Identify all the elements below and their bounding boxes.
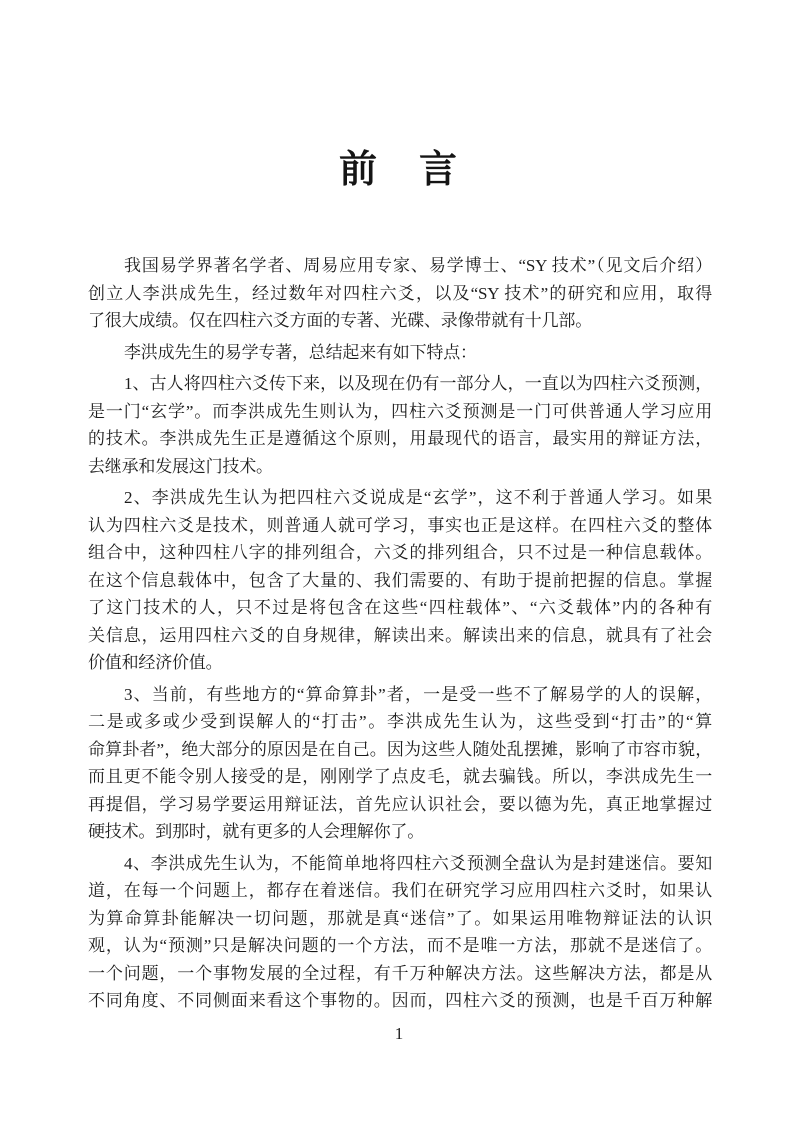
paragraph-intro	[88, 252, 712, 335]
text-line: 在这个信息载体中，包含了大量的、我们需要的、有助于提前把握的信息。掌握	[88, 570, 712, 590]
text-line: 2、李洪成先生认为把四柱六爻说成是“玄学”，这不利于普通人学习。如果	[124, 488, 712, 507]
text-line: 的技术。李洪成先生正是遵循这个原则，用最现代的语言，最实用的辩证方法，	[88, 429, 712, 448]
text-line: 3、当前，有些地方的“算命算卦”者，一是受一些不了解易学的人的误解，	[124, 684, 712, 704]
text-line: 一个问题，一个事物发展的全过程，有千万种解决方法。这些解决方法，都是从	[88, 963, 712, 983]
text-line: 命算卦者”，绝大部分的原因是在自己。因为这些人随处乱摆摊，影响了市容市貌，	[88, 739, 712, 759]
paragraph-point-2	[88, 484, 712, 677]
text-line: 硬技术。到那时，就有更多的人会理解你了。	[88, 822, 424, 841]
page-number: 1	[394, 1024, 404, 1043]
paragraph-point-1	[88, 370, 712, 480]
document-body	[88, 252, 712, 1019]
text-line: 了很大成绩。仅在四柱六爻方面的专著、光碟、录像带就有十几部。	[88, 311, 592, 330]
paragraph-features-lead	[88, 339, 712, 367]
text-line: 4、李洪成先生认为，不能简单地将四柱六爻预测全盘认为是封建迷信。要知	[124, 853, 712, 873]
text-line: 组合中，这种四柱八字的排列组合，六爻的排列组合，只不过是一种信息载体。	[88, 543, 712, 562]
text-line: 去继承和发展这门技术。	[88, 456, 273, 476]
text-line: 价值和经济价值。	[88, 653, 223, 672]
text-line: 李洪成先生的易学专著，总结起来有如下特点：	[124, 342, 477, 362]
text-line: 认为四柱六爻是技术，则普通人就可学习，事实也正是这样。在四柱六爻的整体	[88, 515, 712, 535]
text-line: 我国易学界著名学者、周易应用专家、易学博士、“SY 技术”（见文后介绍）	[124, 256, 712, 275]
text-line: 不同角度、不同侧面来看这个事物的。因而，四柱六爻的预测，也是千百万种解	[88, 991, 712, 1010]
text-line: 创立人李洪成先生，经过数年对四柱六爻，以及“SY 技术”的研究和应用，取得	[88, 283, 712, 303]
text-line: 是一门“玄学”。而李洪成先生则认为，四柱六爻预测是一门可供普通人学习应用	[88, 401, 712, 421]
text-line: 关信息，运用四柱六爻的自身规律，解读出来。解读出来的信息，就具有了社会	[88, 625, 712, 645]
text-line: 了这门技术的人，只不过是将包含在这些“四柱载体”、“六爻载体”内的各种有	[88, 598, 712, 617]
text-line: 二是或多或少受到误解人的“打击”。李洪成先生认为，这些受到“打击”的“算	[88, 712, 712, 731]
text-line: 而且更不能令别人接受的是，刚刚学了点皮毛，就去骗钱。所以，李洪成先生一	[88, 767, 712, 786]
text-line: 为算命算卦能解决一切问题，那就是真“迷信”了。如果运用唯物辩证法的认识	[88, 908, 712, 928]
text-line: 再提倡，学习易学要运用辩证法，首先应认识社会，要以德为先，真正地掌握过	[88, 794, 712, 814]
paragraph-point-4	[88, 850, 712, 1015]
text-line: 观，认为“预测”只是解决问题的一个方法，而不是唯一方法，那就不是迷信了。	[88, 936, 712, 955]
paragraph-point-3	[88, 681, 712, 846]
text-line: 1、古人将四柱六爻传下来，以及现在仍有一部分人，一直以为四柱六爻预测，	[124, 374, 712, 393]
text-line: 道，在每一个问题上，都存在着迷信。我们在研究学习应用四柱六爻时，如果认	[88, 881, 712, 900]
page-title: 前 言	[338, 149, 459, 191]
